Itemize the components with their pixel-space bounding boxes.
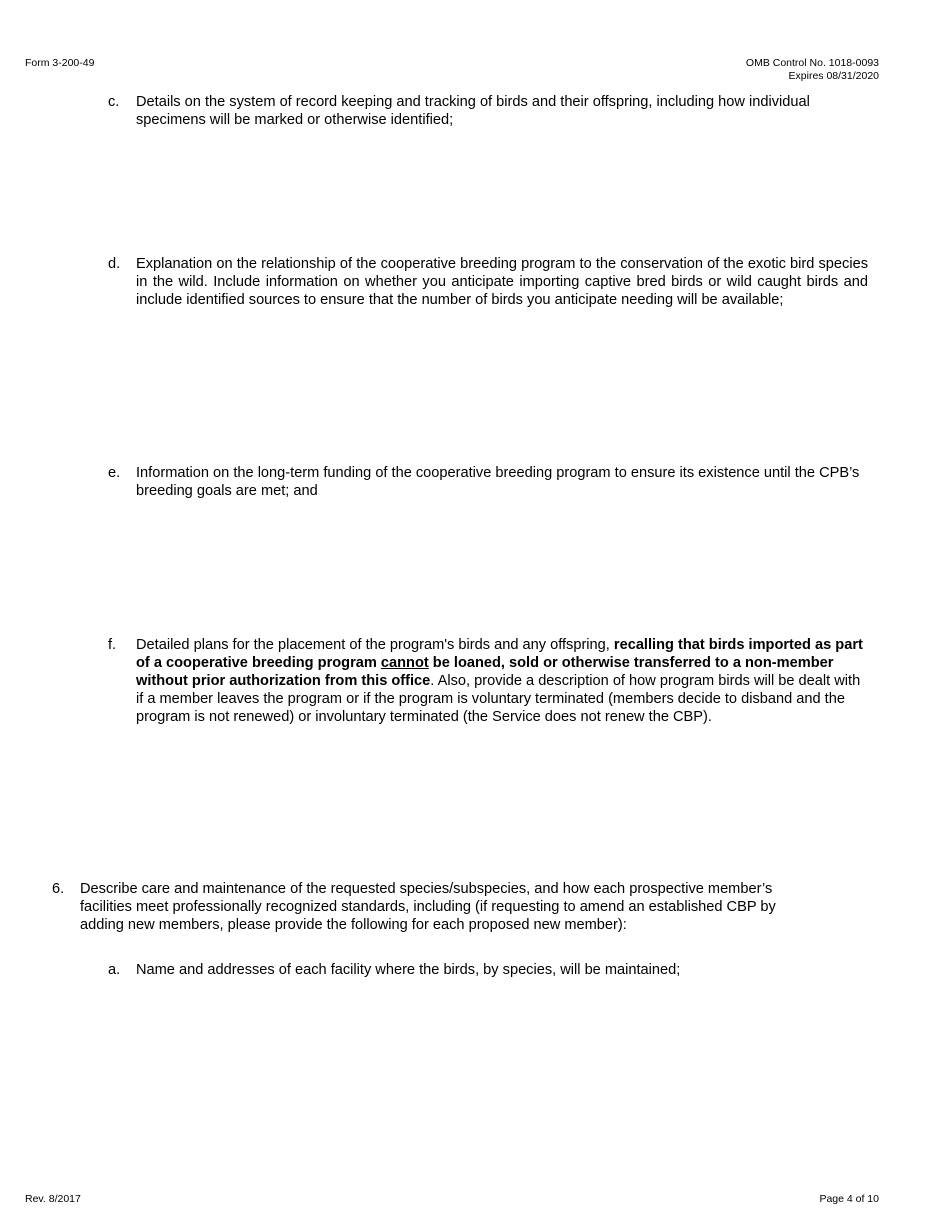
item-d-marker: d. — [108, 256, 121, 272]
item-f-warning-part2: be loaned, sold or otherwise transferred to a non-member without prior authorization from this office — [136, 655, 834, 689]
item-c-text: Details on the system of record keeping and tracking of birds and their offspring, including how individual specimens will be marked or otherwise identified; — [136, 94, 810, 128]
item-e — [108, 464, 868, 504]
item-f-warning-cannot: cannot — [380, 655, 429, 671]
item-f-marker: f. — [108, 637, 117, 653]
question-6-item-a-text: Name and addresses of each facility where the birds, by species, will be maintained; — [136, 962, 681, 978]
omb-info — [746, 57, 879, 82]
item-f-rest: . Also, provide a description of how program birds will be dealt with if a member leaves the program or if the program is voluntary terminated (members decide to disband and the program is not renewed) or involuntary terminated (the Service does not renew the CBP). — [136, 673, 861, 725]
item-c-marker: c. — [108, 94, 120, 110]
item-e-text: Information on the long-term funding of the cooperative breeding program to ensure its existence until the CPB’s breeding goals are met; and — [136, 465, 860, 499]
question-6-item-a-marker: a. — [108, 962, 121, 978]
question-6-number: 6. — [52, 881, 65, 897]
item-f-intro: Detailed plans for the placement of the program's birds and any offspring, — [136, 637, 614, 653]
page-number: Page 4 of 10 — [819, 1193, 879, 1205]
question-6-text: Describe care and maintenance of the requested species/subspecies, and how each prospective member’s facilities meet professionally recognized standards, including (if requesting to amend an established CBP by adding new members, please provide the following for each proposed new member): — [80, 881, 776, 933]
item-f-warning-part1: recalling that birds imported as part of a cooperative breeding program — [136, 637, 863, 671]
form-number: Form 3-200-49 — [25, 57, 95, 69]
expiration-date: Expires 08/31/2020 — [788, 69, 879, 82]
omb-control-number: OMB Control No. 1018-0093 — [745, 57, 879, 69]
question-6 — [52, 880, 822, 938]
item-d-text: Explanation on the relationship of the cooperative breeding program to the conservation of the exotic bird species in the wild. Include information on whether you anticipate importing captive bred birds or wild caught birds and include identified sources to ensure that the number of birds you anticipate needing will be available; — [136, 256, 868, 308]
item-e-marker: e. — [108, 465, 121, 481]
item-f — [108, 636, 868, 748]
question-6-item-a — [108, 961, 868, 983]
item-f-text — [136, 636, 868, 726]
item-d — [108, 255, 868, 331]
revision-date: Rev. 8/2017 — [25, 1193, 81, 1205]
item-c — [108, 93, 868, 133]
